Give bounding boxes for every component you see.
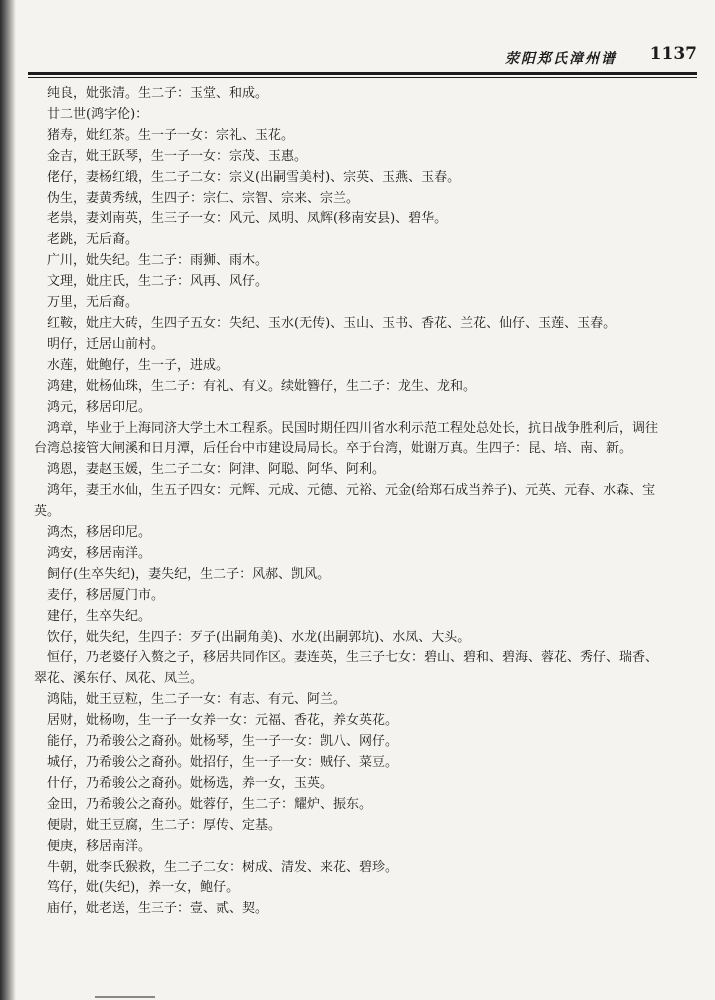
- genealogy-entry: 老祟，妻刘南英，生三子一女：风元、凤明、凤辉(移南安县)、碧华。: [47, 211, 448, 227]
- genealogy-entry: 万里，无后裔。: [47, 295, 139, 311]
- genealogy-entry: 鸿年，妻王水仙，生五子四女：元辉、元成、元德、元裕、元金(给郑石成当养子)、元英、元春、水森、宝英。: [34, 483, 656, 520]
- genealogy-entry: 水莲，妣鲍仔，生一子，进成。: [47, 357, 230, 373]
- genealogy-entry: 居财，妣杨吻，生一子一女养一女：元福、香花，养女英花。: [47, 713, 399, 729]
- genealogy-entry: 庙仔，妣老送，生三子：壹、贰、契。: [47, 901, 269, 917]
- header-rule-thin: [28, 77, 697, 78]
- page-header: [28, 40, 697, 70]
- genealogy-entry: 广川，妣失纪。生二子：雨狮、雨木。: [47, 253, 269, 269]
- genealogy-entry: 飼仔(生卒失纪)，妻失纪，生二子：风郝、凯风。: [47, 566, 331, 582]
- genealogy-entry: 恒仔，乃老婆仔入赘之子，移居共同作区。妻连英，生三子七女：碧山、碧和、碧海、蓉花、秀仔、瑞香、翠花、溪东仔、凤花、凤兰。: [34, 650, 659, 687]
- genealogy-entry: 红鞍，妣庄大砖，生四子五女：失纪、玉水(无传)、玉山、玉书、香花、兰花、仙仔、玉莲、玉春。: [47, 315, 617, 331]
- genealogy-entry: 文理，妣庄氏，生二子：风再、风仔。: [47, 274, 269, 290]
- genealogy-entry: 建仔，生卒失纪。: [47, 608, 152, 624]
- genealogy-entry: 牛朝，妣李氏猴救，生二子二女：树成、清发、来花、碧珍。: [47, 859, 399, 875]
- genealogy-entry: 鸿陆，妣王豆粒，生二子一女：有志、有元、阿兰。: [47, 692, 347, 708]
- genealogy-entry: 鸿恩，妻赵玉媛，生二子二女：阿津、阿聪、阿华、阿利。: [47, 462, 386, 478]
- genealogy-entry: 城仔，乃希骏公之裔孙。妣招仔，生一子一女：贼仔、菜豆。: [47, 755, 399, 770]
- footer-mark: [95, 996, 155, 998]
- page-number: 1137: [649, 44, 697, 64]
- genealogy-entry: 麦仔，移居厦门市。: [47, 587, 165, 603]
- genealogy-entry: 什仔，乃希骏公之裔孙。妣杨选，养一女，玉英。: [47, 775, 334, 791]
- genealogy-entry: 纯良，妣张清。生二子：玉堂、和成。: [47, 86, 269, 101]
- header-rule-thick: [28, 72, 697, 75]
- genealogy-entry: 笃仔，妣(失纪)，养一女，鲍仔。: [47, 880, 240, 896]
- genealogy-text: [34, 84, 664, 920]
- genealogy-entry: 便尉，妣王豆腐，生二子：厚传、定基。: [47, 817, 282, 833]
- genealogy-entry: 鸿元，移居印尼。: [47, 399, 152, 415]
- genealogy-entry: 老跳，无后裔。: [47, 232, 139, 248]
- genealogy-entry: 饮仔，妣失纪，生四子：歹子(出嗣角美)、水龙(出嗣郭坑)、水凤、大头。: [47, 629, 471, 645]
- genealogy-entry: 廿二世(鸿字伦)：: [47, 106, 149, 122]
- genealogy-entry: 猪寿，妣红茶。生一子一女：宗礼、玉花。: [47, 127, 295, 143]
- genealogy-entry: 能仔，乃希骏公之裔孙。妣杨琴，生一子一女：凯八、网仔。: [47, 734, 399, 750]
- book-binding-shadow: [0, 0, 16, 1000]
- genealogy-entry: 便庚，移居南洋。: [47, 838, 152, 854]
- genealogy-entry: 鸿章，毕业于上海同济大学土木工程系。民国时期任四川省水利示范工程处总处长，抗日战争胜利后，调往台湾总接管大闸溪和日月潭，后任台中市建设局局长。卒于台湾，妣谢万真。生四子：昆、培、南、新。: [34, 420, 659, 457]
- genealogy-entry: 伪生，妻黄秀绒，生四子：宗仁、宗智、宗来、宗兰。: [47, 190, 360, 206]
- genealogy-entry: 鸿杰，移居印尼。: [47, 525, 152, 541]
- book-title: 荥阳郑氏漳州谱: [505, 51, 617, 67]
- genealogy-entry: 鸿安，移居南洋。: [47, 545, 152, 561]
- genealogy-entry: 佬仔，妻杨红缎，生二子二女：宗义(出嗣雪美村)、宗英、玉燕、玉春。: [47, 169, 461, 185]
- genealogy-entry: 金田，乃希骏公之裔孙。妣蓉仔，生二子：耀炉、振东。: [47, 796, 373, 812]
- genealogy-entry: 明仔，迁居山前村。: [47, 336, 165, 352]
- genealogy-entry: 金吉，妣王跃琴，生一子一女：宗茂、玉惠。: [47, 148, 308, 164]
- genealogy-entry: 鸿建，妣杨仙珠，生二子：有礼、有义。续妣簪仔，生二子：龙生、龙和。: [47, 378, 477, 394]
